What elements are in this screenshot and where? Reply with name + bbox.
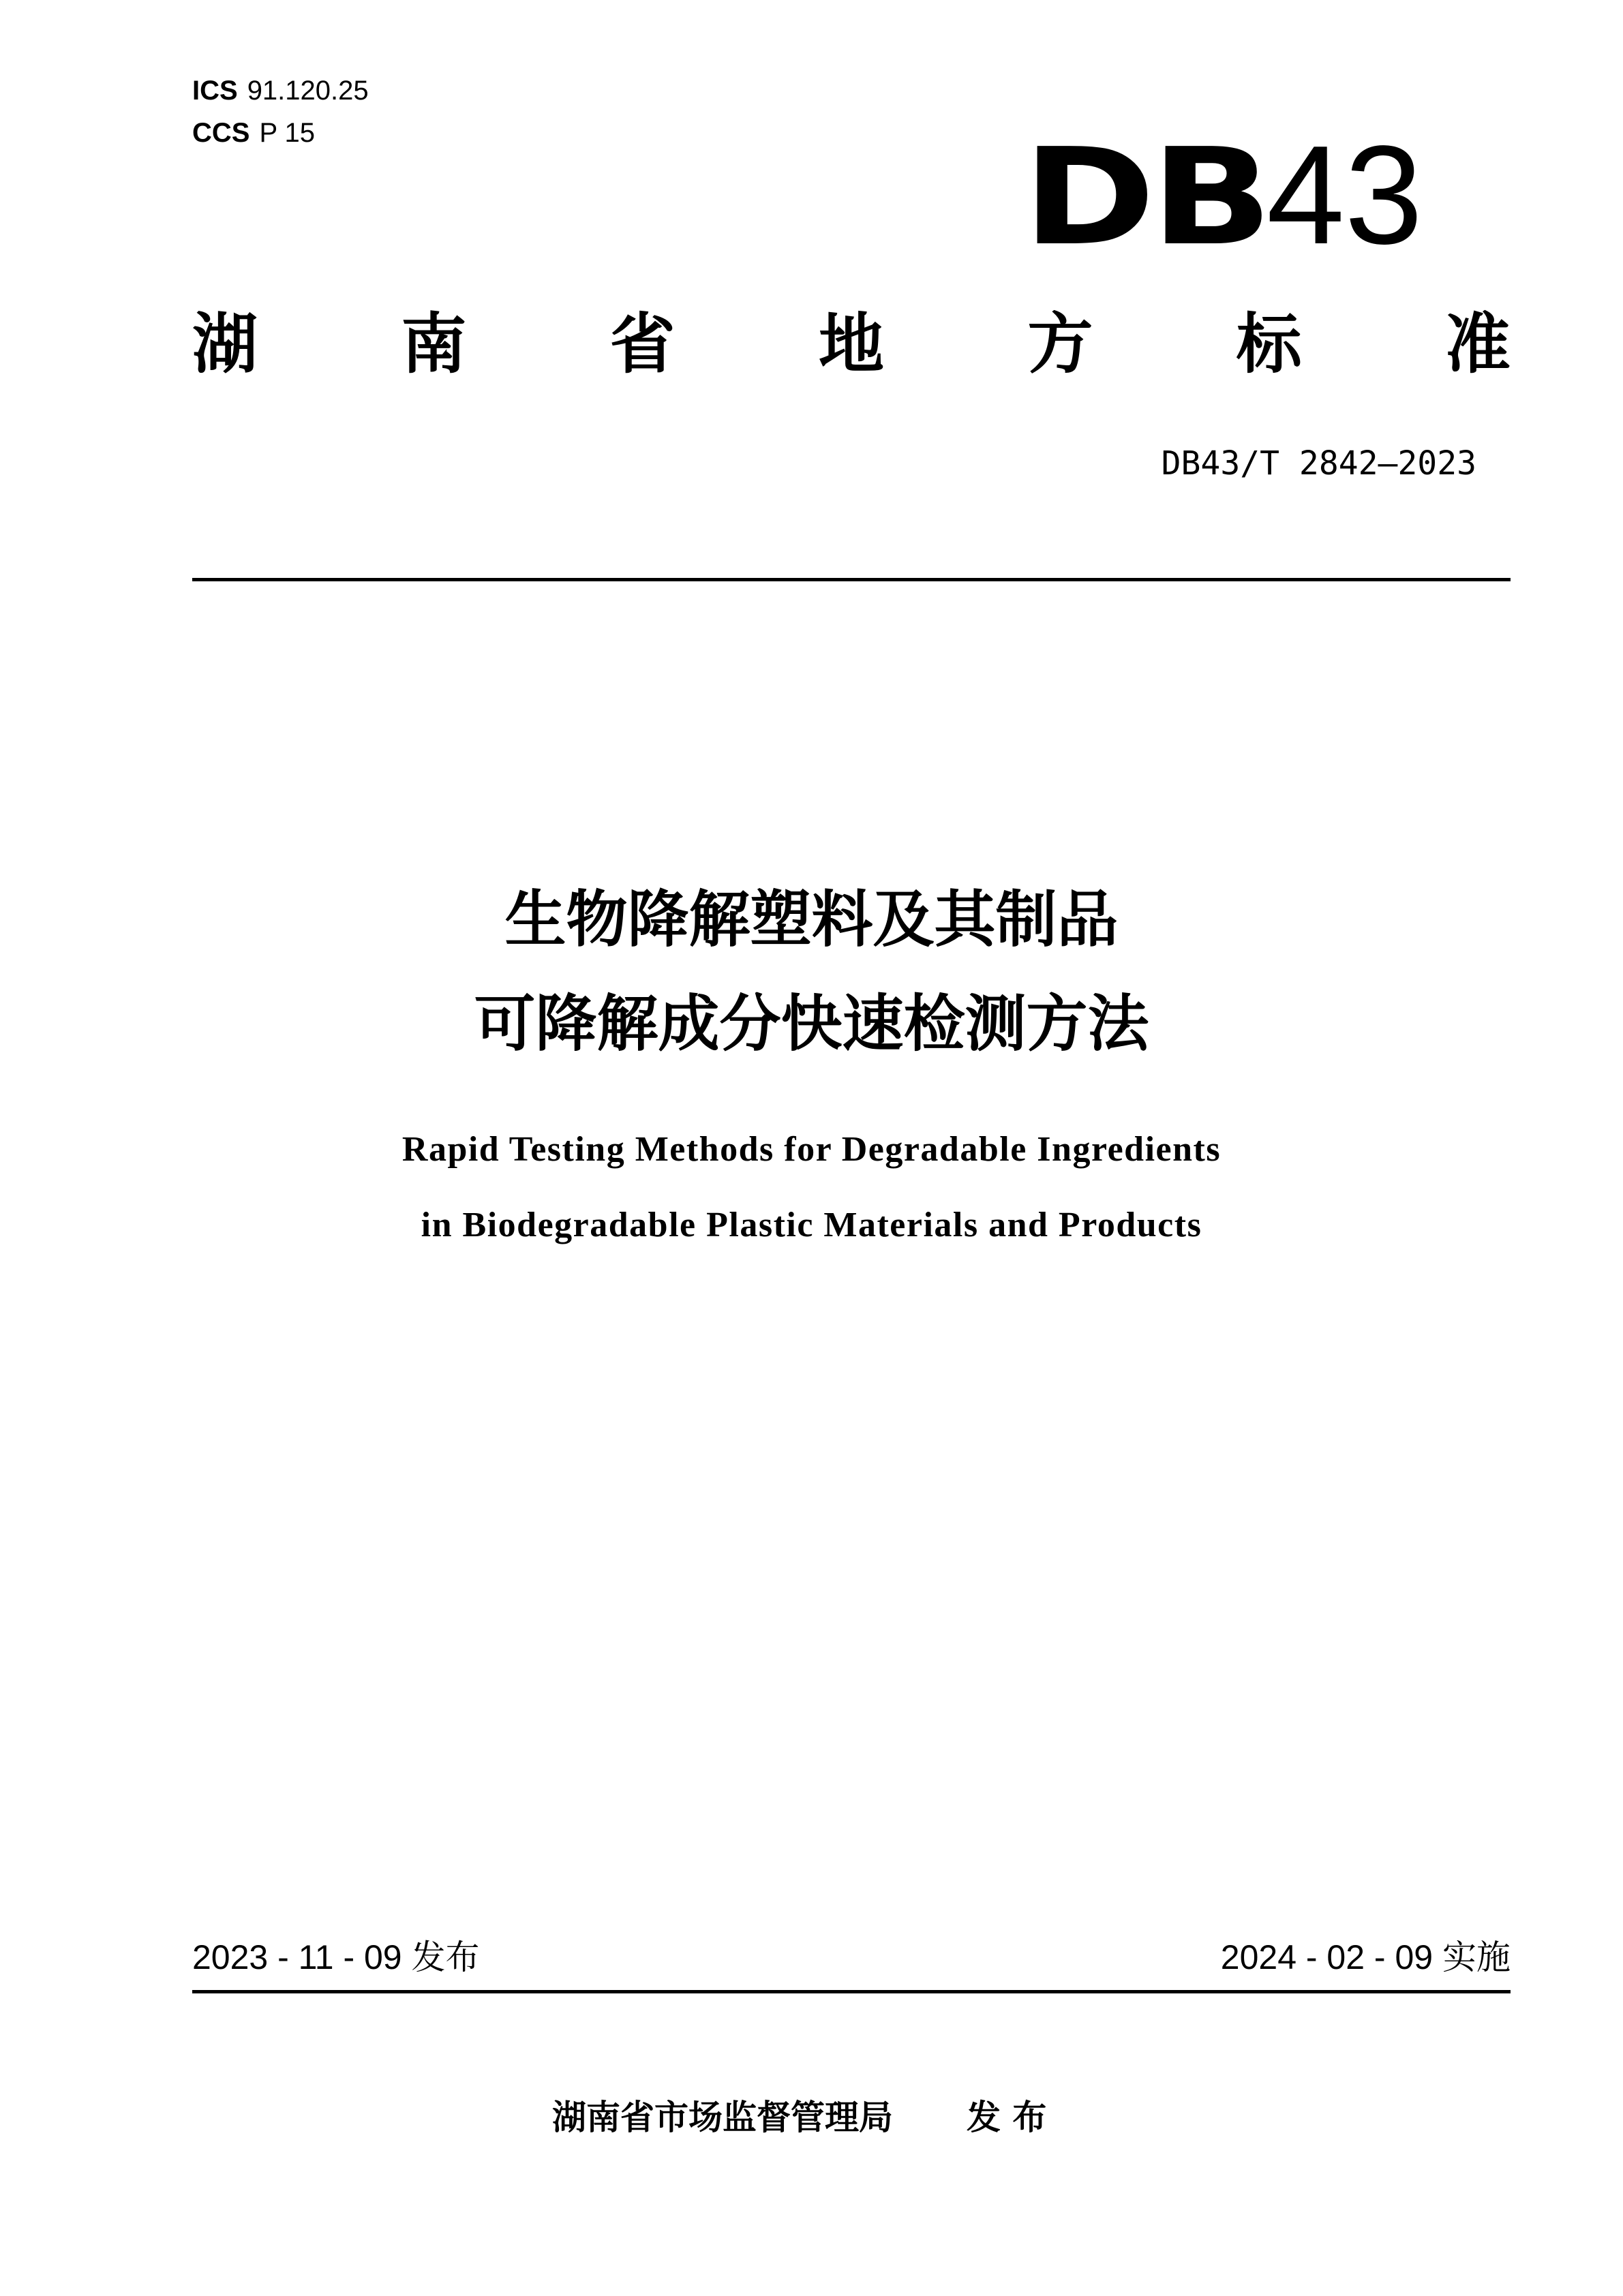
standard-type-char: 标 xyxy=(1236,306,1302,382)
standard-number: DB43/T 2842—2023 xyxy=(1161,444,1476,483)
ccs-label: CCS xyxy=(192,118,250,148)
ics-value: 91.120.25 xyxy=(247,76,369,106)
top-divider xyxy=(192,578,1511,581)
ics-label: ICS xyxy=(192,76,238,106)
standard-type-char: 湖 xyxy=(192,306,258,382)
standard-type-char: 方 xyxy=(1027,306,1093,382)
standard-type-char: 准 xyxy=(1444,306,1511,382)
db-number: 43 xyxy=(1266,117,1423,273)
title-chinese-line-1: 生物降解塑料及其制品 xyxy=(504,884,1119,955)
issue-date: 2023 - 11 - 09 发布 xyxy=(192,1938,480,1976)
standard-type-heading xyxy=(192,303,1511,385)
implementation-date: 2024 - 02 - 09 实施 xyxy=(1220,1938,1511,1976)
title-chinese-line-2: 可降解成分快速检测方法 xyxy=(474,988,1149,1060)
standard-type-char: 地 xyxy=(818,306,884,382)
ics-code xyxy=(192,75,369,106)
title-english-line-2: in Biodegradable Plastic Materials and Products xyxy=(421,1206,1202,1244)
standard-type-char: 省 xyxy=(609,306,676,382)
ccs-code xyxy=(192,117,315,149)
standard-type-char: 南 xyxy=(401,306,467,382)
db-prefix: DB xyxy=(1022,120,1269,275)
db-code-logo xyxy=(1022,117,1423,275)
publisher-line xyxy=(552,2096,1046,2139)
title-english-line-1: Rapid Testing Methods for Degradable Ingredients xyxy=(401,1130,1222,1169)
publisher-name: 湖南省市场监督管理局 xyxy=(552,2098,893,2137)
ccs-value: P 15 xyxy=(259,118,316,148)
publisher-action: 发 布 xyxy=(967,2098,1047,2137)
bottom-divider xyxy=(192,1990,1511,1993)
